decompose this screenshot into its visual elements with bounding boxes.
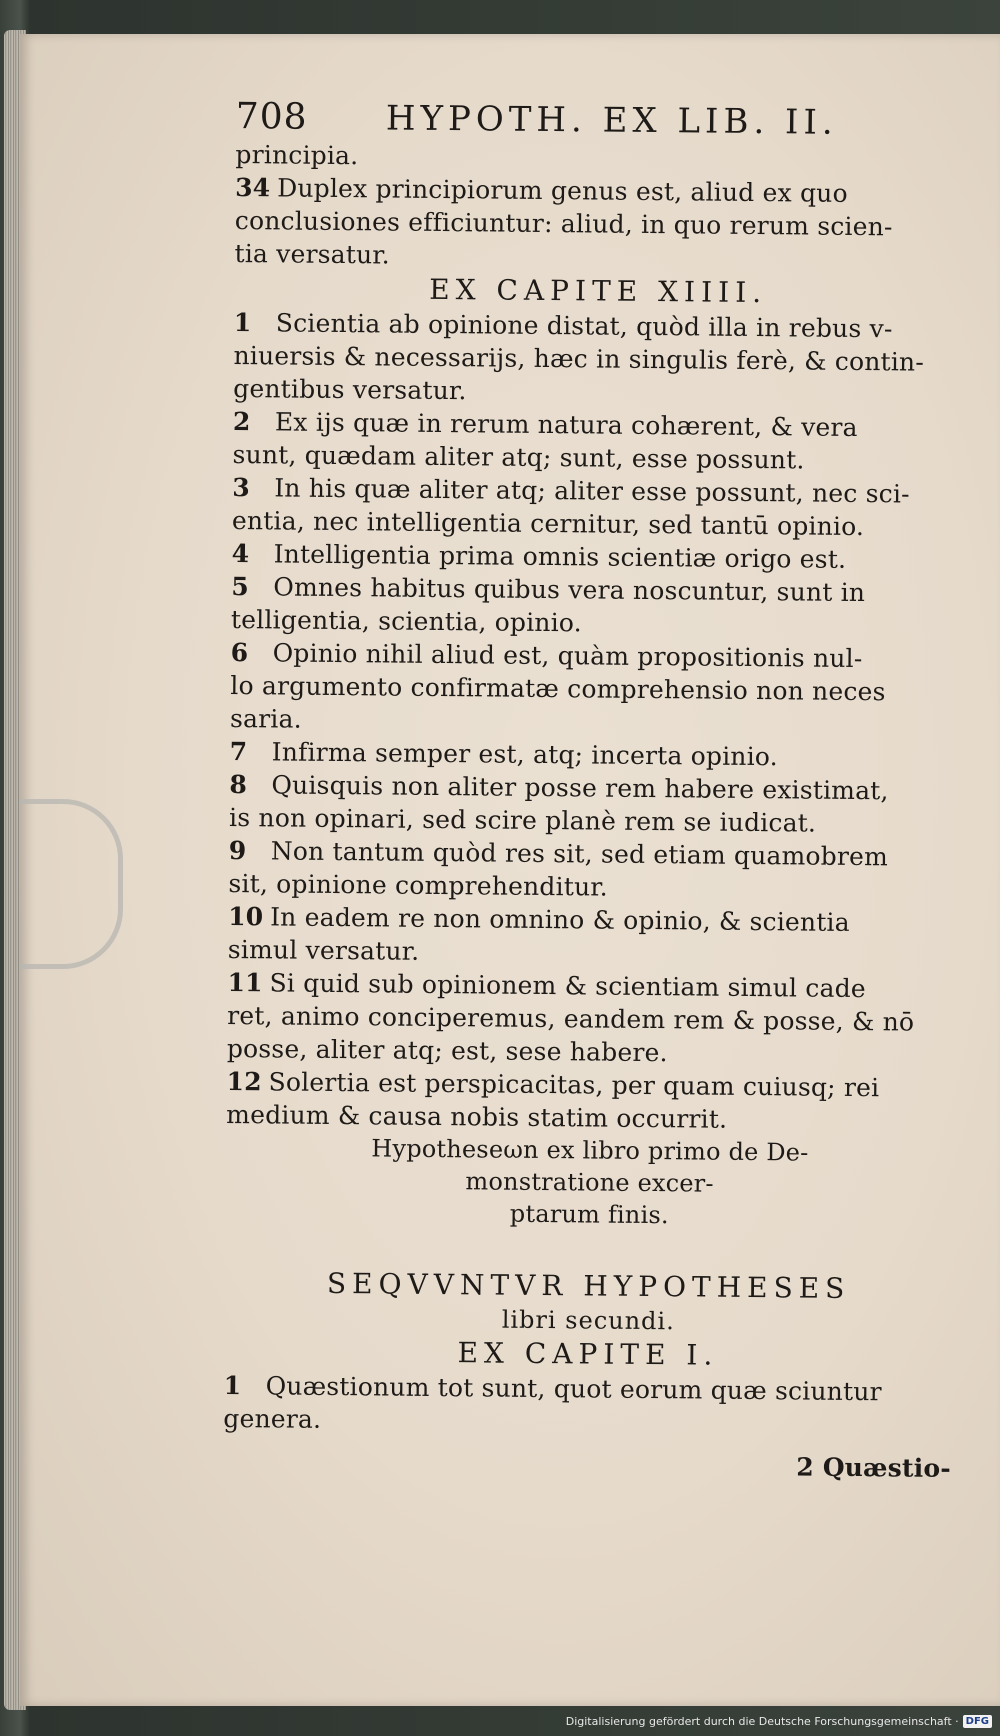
item-line: Quisquis non aliter posse rem habere existimat,	[271, 770, 889, 806]
book-subheading: libri secundi.	[501, 1305, 675, 1336]
item-line: simul versatur.	[227, 934, 420, 966]
item-number: 9	[228, 835, 247, 866]
item-line: Quæstionum tot sunt, quot eorum quæ sciuntur	[265, 1371, 882, 1407]
closing-line: ptarum finis.	[509, 1199, 669, 1230]
item-line: Solertia est perspicacitas, per quam cuiusq; rei	[268, 1067, 880, 1103]
item-line: Opinio nihil aliud est, quàm propositionis nul-	[272, 638, 863, 674]
item-line: sit, opinione comprehenditur.	[228, 868, 609, 902]
dfg-logo: DFG	[963, 1715, 992, 1728]
digitization-credit	[566, 1715, 992, 1728]
item-number: 5	[231, 571, 250, 602]
item-line: Infirma semper est, atq; incerta opinio.	[271, 737, 778, 772]
page-clip	[20, 799, 123, 969]
item-line: Scientia ab opinione distat, quòd illa in rebus v-	[275, 308, 893, 344]
item-line: conclusiones efficiuntur: aliud, in quo rerum scien-	[234, 205, 893, 242]
item-line: entia, nec intelligentia cernitur, sed tantū opinio.	[231, 505, 865, 542]
item-line: ret, animo conciperemus, eandem rem & posse, & nō	[227, 1000, 915, 1037]
item-line: telligentia, scientia, opinio.	[230, 604, 582, 638]
item-line: Omnes habitus quibus vera noscuntur, sunt in	[273, 572, 866, 608]
list-item	[224, 1369, 952, 1409]
item-number: 6	[230, 637, 249, 668]
item-number: 10	[228, 901, 264, 932]
item-number: 8	[229, 769, 248, 800]
carryover-line: principia.	[235, 139, 359, 171]
item-line: genera.	[223, 1403, 322, 1434]
item-number: 1	[223, 1370, 242, 1401]
running-head: HYPOTH. EX LIB. II.	[385, 98, 838, 143]
item-line: Ex ijs quæ in rerum natura cohærent, & vera	[274, 407, 858, 442]
item-number: 34	[235, 172, 271, 203]
item-line: posse, aliter atq; est, sese habere.	[226, 1033, 668, 1068]
item-number: 11	[227, 967, 263, 998]
printed-text-block	[223, 96, 964, 1485]
item-number: 4	[231, 538, 250, 569]
item-number: 1	[233, 307, 252, 338]
item-line: sunt, quædam aliter atq; sunt, esse possunt.	[232, 439, 805, 475]
item-line: is non opinari, sed scire planè rem se iudicat.	[228, 802, 817, 838]
item-line: In eadem re non omnino & opinio, & scientia	[270, 902, 850, 937]
item-line: lo argumento confirmatæ comprehensio non neces	[230, 670, 886, 707]
item-line: niuersis & necessarijs, hæc in singulis ferè, & contin-	[233, 340, 925, 377]
catchword: 2 Quæstio-	[796, 1452, 952, 1483]
chapter-heading: EX CAPITE XIIII.	[429, 272, 768, 310]
item-number: 3	[232, 472, 251, 503]
credit-text: Digitalisierung gefördert durch die Deutsche Forschungsgemeinschaft ·	[565, 1715, 959, 1728]
chapter-heading: EX CAPITE I.	[457, 1336, 719, 1372]
closing-line: monstratione excer-	[465, 1167, 714, 1198]
item-line: Intelligentia prima omnis scientiæ origo est.	[273, 539, 847, 574]
item-line: Duplex principiorum genus est, aliud ex quo	[277, 173, 848, 208]
item-number: 2	[232, 406, 251, 437]
item-line: tia versatur.	[234, 238, 391, 270]
item-line: Non tantum quòd res sit, sed etiam quamobrem	[270, 836, 889, 872]
item-line: gentibus versatur.	[233, 373, 467, 406]
item-line: In his quæ aliter atq; aliter esse possunt, nec sci-	[274, 473, 910, 509]
item-number: 7	[229, 736, 248, 767]
item-line: medium & causa nobis statim occurrit.	[226, 1099, 728, 1134]
closing-line: Hypotheseωn ex libro primo de De-	[371, 1134, 809, 1167]
item-line: Si quid sub opinionem & scientiam simul cade	[269, 968, 866, 1004]
item-line: saria.	[229, 703, 302, 734]
book-heading: SEQVVNTVR HYPOTHESES	[326, 1266, 851, 1305]
page-number: 708	[235, 96, 308, 138]
item-number: 12	[226, 1066, 262, 1097]
